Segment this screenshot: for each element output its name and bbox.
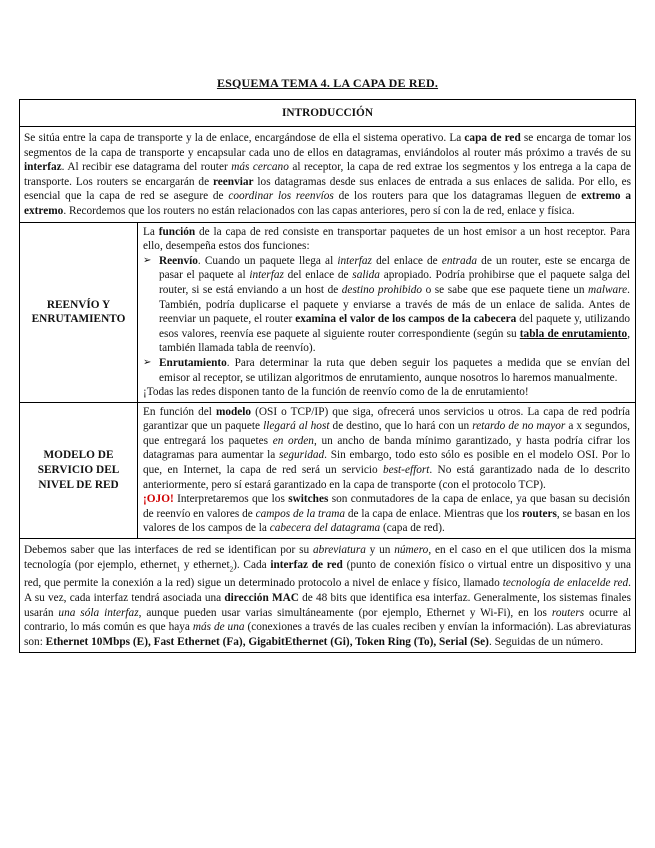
modelo-row <box>20 402 636 538</box>
reenvio-content <box>138 222 636 402</box>
reenvio-intro: La función de la capa de red consiste en transportar paquetes de un host emisor a un host receptor. Para ello, desempeña estos dos funciones: <box>143 225 630 253</box>
arrow-bullet-icon: ➢ <box>143 356 152 368</box>
modelo-paragraph: En función del modelo (OSI o TCP/IP) que siga, ofrecerá unos servicios u otros. La capa de red podría garantizar que un paquete llegará al host de destino, que lo hará con un retardo de no mayor a x segundos, que entregará los paquetes en orden, un ancho de banda mínimo garantizado, y hasta podría cifrar los datagramas para aumentar la seguridad. Sin embargo, todo esto sólo es posible en el modelo OSI. Por lo que, en Internet, la capa de red será un servicio best-effort. No está garantizado nada de lo descrito anteriormente, pero sí estará garantizado en la capa de transporte (con el protocolo TCP). <box>143 405 631 491</box>
interfaces-paragraph: Debemos saber que las interfaces de red se identifican por su abreviatura y un número, en el caso en el que utilicen dos la misma tecnología (por ejemplo, ethernet$_1$ y ethernet$_2$). Cada interfaz de red (punto de conexión físico o virtual entre un dispositivo y una red, que permite la conexión a la red) sigue un determinado protocolo a nivel de enlace y físico, llamado tecnología de enlacelde red. A su vez, cada interfaz tendrá asociada una dirección MAC de 48 bits que identifica esa interfaz. Generalmente, los sistemas finales usarán una sóla interfaz, aunque pueden usar varias simultáneamente (por ejemplo, Ethernet y Wi-Fi), en los routers ocurre al contrario, lo más común es que haya más de una (conexiones a través de las cuales reciben y envían la información). Las abreviaturas son: Ethernet 10Mbps (E), Fast Ethernet (Fa), GigabitEthernet (Gi), Token Ring (To), Serial (Se). Seguidas de un número. <box>20 539 636 653</box>
list-item-enrutamiento: ➢ Enrutamiento. Para determinar la ruta que deben seguir los paquetes a medida que se envían del emisor al receptor, se utilizan algoritmos de enrutamiento, aunque nosotros lo haremos manualmente. <box>143 356 630 384</box>
ojo-paragraph: ¡OJO! Interpretaremos que los switches son conmutadores de la capa de enlace, ya que basan su decisión de reenvío en valores de campos de la trama de la capa de enlace. Mientras que los routers, se basan en los valores de los campos de la cabecera del datagrama (capa de red). <box>143 493 630 535</box>
document-title: ESQUEMA TEMA 4. LA CAPA DE RED. <box>216 76 439 90</box>
intro-paragraph: Se sitúa entre la capa de transporte y la de enlace, encargándose de ella el sistema operativo. La capa de red se encarga de tomar los segmentos de la capa de transporte y encapsular cada uno de ellos en datagramas, enviándolos al router más próximo a través de su interfaz. Al recibir ese datagrama del router más cercano al receptor, la capa de red extrae los segmentos y los entrega a la capa de transporte. Los routers se encargarán de reenviar los datagramas desde sus enlaces de entrada a sus enlaces de salida. Por ello, es esencial que la capa de red se asegure de coordinar los reenvíos de los routers para que los datagramas lleguen de extremo a extremo. Recordemos que los routers no están relacionados con las capas anteriores, pero sí con la de red, enlace y física. <box>20 127 636 223</box>
reenvio-row <box>20 222 636 402</box>
reenvio-note: ¡Todas las redes disponen tanto de la función de reenvío como de la de enrutamiento! <box>143 386 529 399</box>
intro-row <box>20 127 636 223</box>
intro-heading-row <box>20 100 636 127</box>
list-item-reenvio: ➢ Reenvío. Cuando un paquete llega al interfaz del enlace de entrada de un router, este se encarga de pasar el paquete al interfaz del enlace de salida apropiado. Podría prohibirse que el paquete salga del router, si se está enviando a un host de destino prohibido o se sabe que ese paquete tiene un malware. También, podría duplicarse el paquete y enviarse a través de más de un enlace de salida. Antes de reenviar un paquete, el router examina el valor de los campos de la cabecera del paquete y, utilizando esos valores, reenvía ese paquete al siguiente router correspondiente (según su tabla de enrutamiento, también llamada tabla de reenvío). <box>143 254 631 355</box>
interfaces-row <box>20 539 636 653</box>
modelo-label: MODELO DE SERVICIO DEL NIVEL DE RED <box>20 402 138 538</box>
intro-heading: INTRODUCCIÓN <box>20 100 636 127</box>
reenvio-list <box>143 254 630 385</box>
arrow-bullet-icon: ➢ <box>143 254 152 266</box>
reenvio-label: REENVÍO Y ENRUTAMIENTO <box>20 222 138 402</box>
ojo-warning: ¡OJO! <box>143 493 174 506</box>
modelo-content <box>138 402 636 538</box>
summary-table <box>19 99 636 653</box>
